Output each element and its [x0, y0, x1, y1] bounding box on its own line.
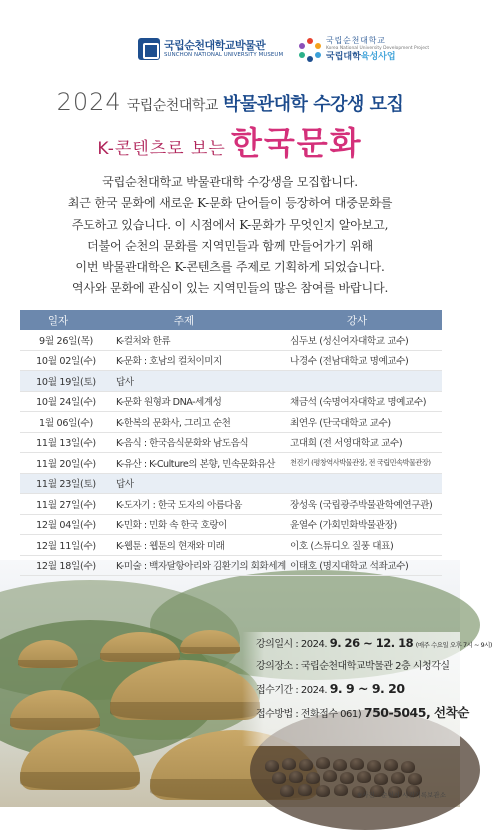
- row-lecturer: 고대희 (전 서영대학교 교수): [290, 438, 403, 450]
- row-date: 12월 11일(수): [36, 540, 96, 552]
- row-lecturer: 나경수 (전남대학교 명예교수): [290, 356, 409, 368]
- header-date: 일자: [47, 314, 69, 327]
- intro-line: 역사와 문화에 관심이 있는 지역민들의 많은 참여를 바랍니다.: [71, 281, 389, 296]
- table-row: [20, 433, 442, 454]
- row-lecturer: 이호 (스튜디오 질풍 대표): [290, 540, 394, 552]
- museum-logo-english: SUNCHON NATIONAL UNIVERSITY MUSEUM: [164, 52, 284, 58]
- intro-line: 국립순천대학교 박물관대학 수강생을 모집합니다.: [102, 175, 358, 189]
- row-lecturer: 채금석 (숙명여자대학교 명예교수): [290, 397, 427, 409]
- application-method: 접수방법 : 전화접수 061) 750-5045, 선착순: [256, 705, 469, 720]
- header-topic: 주제: [173, 314, 195, 327]
- row-topic: 답사: [116, 376, 134, 388]
- museum-logo-name: 국립순천대학교박물관: [164, 39, 266, 52]
- row-topic: K-문화 원형과 DNA-세계성: [116, 397, 222, 409]
- subheadline-highlight: 한국문화: [230, 124, 363, 162]
- table-row: [20, 474, 442, 495]
- row-topic: K-문화 : 호남의 컬처이미지: [116, 356, 222, 368]
- row-topic: 답사: [116, 479, 134, 491]
- row-date: 10월 02일(수): [36, 356, 96, 368]
- intro-line: 주도하고 있습니다. 이 시점에서 K-문화가 무엇인지 알아보고,: [71, 217, 389, 232]
- headline-university: 국립순천대학교: [126, 98, 218, 114]
- row-topic: K-음식 : 한국음식문화와 남도음식: [116, 438, 249, 450]
- row-lecturer: 최연우 (단국대학교 교수): [290, 417, 391, 429]
- row-lecturer: 장성욱 (국립광주박물관학예연구관): [290, 499, 433, 511]
- header-lecturer: 강사: [346, 314, 368, 327]
- application-period: 접수기간 : 2024. 9. 9 ~ 9. 20: [256, 681, 405, 696]
- table-row: [20, 494, 442, 515]
- info-panel: [242, 632, 492, 746]
- intro-line: 더불어 순천의 문화를 지역민들과 함께 만들어가기 위해: [87, 238, 373, 253]
- row-lecturer: 윤열수 (가회민화박물관장): [290, 520, 397, 532]
- row-topic: K-유산 : K-Culture의 본향, 민속문화유산: [116, 458, 275, 470]
- row-topic: K-웹툰 : 웹툰의 현재와 미래: [116, 540, 225, 552]
- sparkle-emblem-icon: [298, 38, 322, 62]
- row-date: 12월 18일(수): [36, 561, 96, 573]
- table-row: [20, 515, 442, 536]
- photo-credit: ※사진 : 순천시 시진기록보관소: [356, 791, 446, 799]
- row-date: 11월 20일(수): [36, 458, 96, 470]
- row-date: 11월 13일(수): [36, 438, 96, 450]
- row-date: 10월 24일(수): [36, 397, 96, 409]
- university-logo-english: Korea National University Development Project: [326, 46, 430, 51]
- university-project-logo: [298, 36, 429, 63]
- row-lecturer: 심두보 (성신여자대학교 교수): [290, 335, 409, 347]
- row-date: 9월 26일(목): [39, 335, 93, 347]
- table-row: [20, 556, 442, 577]
- subheadline-text: K-콘텐츠로 보는: [97, 139, 226, 159]
- intro-line: 최근 한국 문화에 새로운 K-문화 단어들이 등장하여 대중문화를: [67, 196, 393, 211]
- row-date: 12월 04일(수): [36, 520, 96, 532]
- museum-logo: [138, 38, 283, 60]
- header-logos: [0, 34, 460, 68]
- table-row: [20, 330, 442, 351]
- table-row: [20, 371, 442, 392]
- university-logo-name: 국립순천대학교: [326, 36, 386, 45]
- row-lecturer: 이태호 (명지대학교 석좌교수): [290, 561, 409, 573]
- headline: [0, 88, 460, 116]
- row-date: 10월 19일(토): [36, 376, 96, 388]
- row-topic: K-한복의 문화사, 그리고 순천: [116, 417, 231, 429]
- row-date: 11월 27일(수): [36, 499, 96, 511]
- row-topic: K-미술 : 백자달항아리와 김환기의 회화세계: [116, 561, 286, 573]
- row-date: 1월 06일(수): [39, 417, 93, 429]
- headline-year: 2024: [56, 88, 122, 116]
- lecture-place: 강의장소 : 국립순천대학교박물관 2층 시청각실: [256, 661, 450, 672]
- row-date: 11월 23일(토): [36, 479, 96, 491]
- row-topic: K-민화 : 민화 속 한국 호랑이: [116, 520, 227, 532]
- lecture-schedule-table: [20, 310, 442, 576]
- program-logo-name: 국립대학육성사업: [326, 52, 396, 62]
- row-topic: K-도자기 : 한국 도자의 아름다움: [116, 499, 242, 511]
- table-row: [20, 453, 442, 474]
- row-lecturer: 천진기 (평창역사박물관장, 전 국립민속박물관장): [290, 457, 431, 467]
- lecture-period: 강의일시 : 2024. 9. 26 ~ 12. 18 (매주 수요일 오후 7시 ~ 9시): [256, 636, 492, 650]
- table-row: [20, 351, 442, 372]
- table-row: [20, 535, 442, 556]
- subheadline: [0, 118, 460, 164]
- intro-text: [0, 172, 460, 300]
- table-row: [20, 392, 442, 413]
- table-row: [20, 412, 442, 433]
- headline-main: 박물관대학 수강생 모집: [223, 94, 404, 115]
- table-header: [20, 310, 442, 330]
- row-topic: K-컬처와 한류: [116, 335, 171, 347]
- intro-line: 이번 박물관대학은 K-콘텐츠를 주제로 기획하게 되었습니다.: [75, 260, 385, 275]
- museum-emblem-icon: [138, 38, 160, 60]
